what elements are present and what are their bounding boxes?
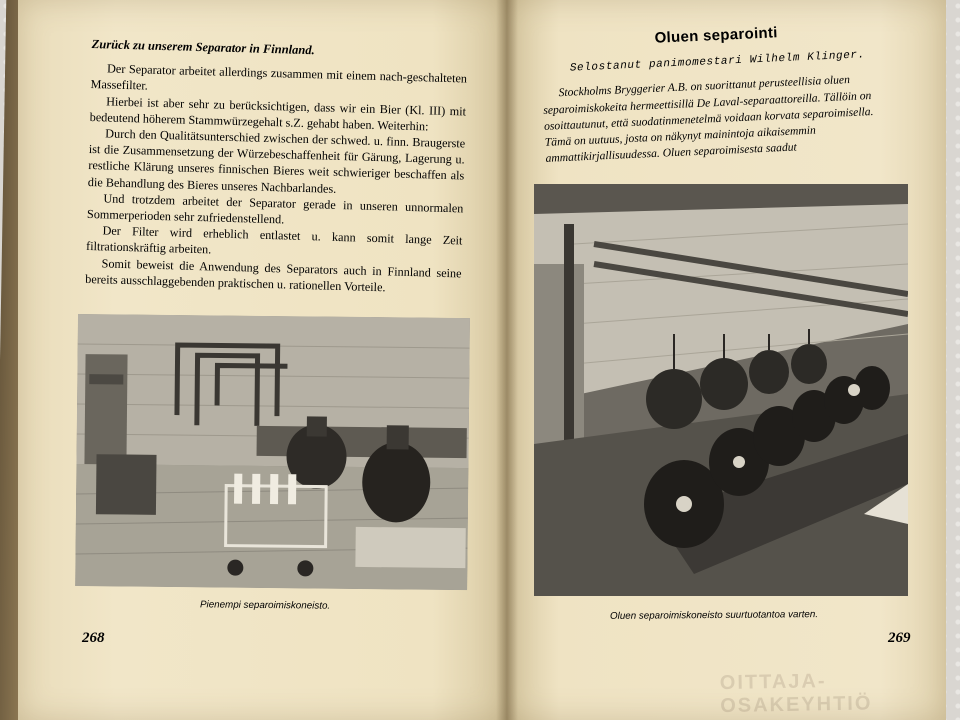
- left-paragraph: Und trotzdem arbeitet der Separator gerade in unseren unnormalen Sommerperioden sehr zufriedenstellend.: [86, 191, 464, 227]
- article-title: Oluen separointi: [654, 24, 779, 47]
- article-byline: Selostanut panimomestari Wilhelm Klinger.: [569, 49, 866, 75]
- left-paragraph: Der Separator arbeitet allerdings zusammen mit einem nach-geschalteten Massefilter.: [90, 61, 468, 93]
- left-page-text: [85, 36, 468, 297]
- right-paragraph: Stockholms Bryggerier A.B. on suorittanut perusteellisia oluen separoimiskokeita hermeettisillä De Laval-separaattoreilla. Tällöin on osoittautunut, että suodatinmenetelmä voidaan korvata separoimisella. Tämä on uutuus, josta on näkynyt mainintoja aikaisemmin ammattikirjallisuudessa. Oluen separoimisesta saadut: [543, 73, 874, 166]
- book-gutter: [496, 0, 518, 720]
- left-photo-caption: Pienempi separoimiskoneisto.: [199, 599, 331, 612]
- left-paragraph: Der Filter wird erheblich entlastet u. kann somit lange Zeit filtrationskräftig arbeiten.: [85, 223, 463, 257]
- left-paragraph: Durch den Qualitätsunterschied zwischen der schwed. u. finn. Braugerste ist die Zusammensetzung der Würzebeschaffenheit für Gärung, Lagerung u. restliche Klärung unseres finnischen Bieres weit schwieriger beschaffen als die Behandlung des Bieres unseres Nachbarlandes.: [87, 126, 466, 196]
- small-separator-photo: [75, 314, 470, 590]
- large-separator-photo: [534, 184, 908, 596]
- right-page-text: [540, 20, 898, 167]
- left-paragraph: Hierbei ist aber sehr zu berücksichtigen, dass wir ein Bier (Kl. III) mit bedeutend höherem Stammwürzegehalt s.Z. gehabt haben. Weiterhin:: [89, 94, 467, 134]
- bleed-through-text: OITTAJA-OSAKEYHTIÖ: [719, 670, 873, 718]
- left-paragraph: Somit beweist die Anwendung des Separators auch in Finnland seine bereits ausschlaggebenden praktischen u. rationellen Vorteile.: [85, 256, 462, 295]
- right-photo-caption: Oluen separoimiskoneisto suurtuotantoa varten.: [609, 609, 819, 622]
- right-page-number: 269: [888, 630, 911, 646]
- left-page-heading: Zurück zu unserem Separator in Finnland.: [91, 36, 315, 58]
- left-page-number: 268: [82, 630, 105, 646]
